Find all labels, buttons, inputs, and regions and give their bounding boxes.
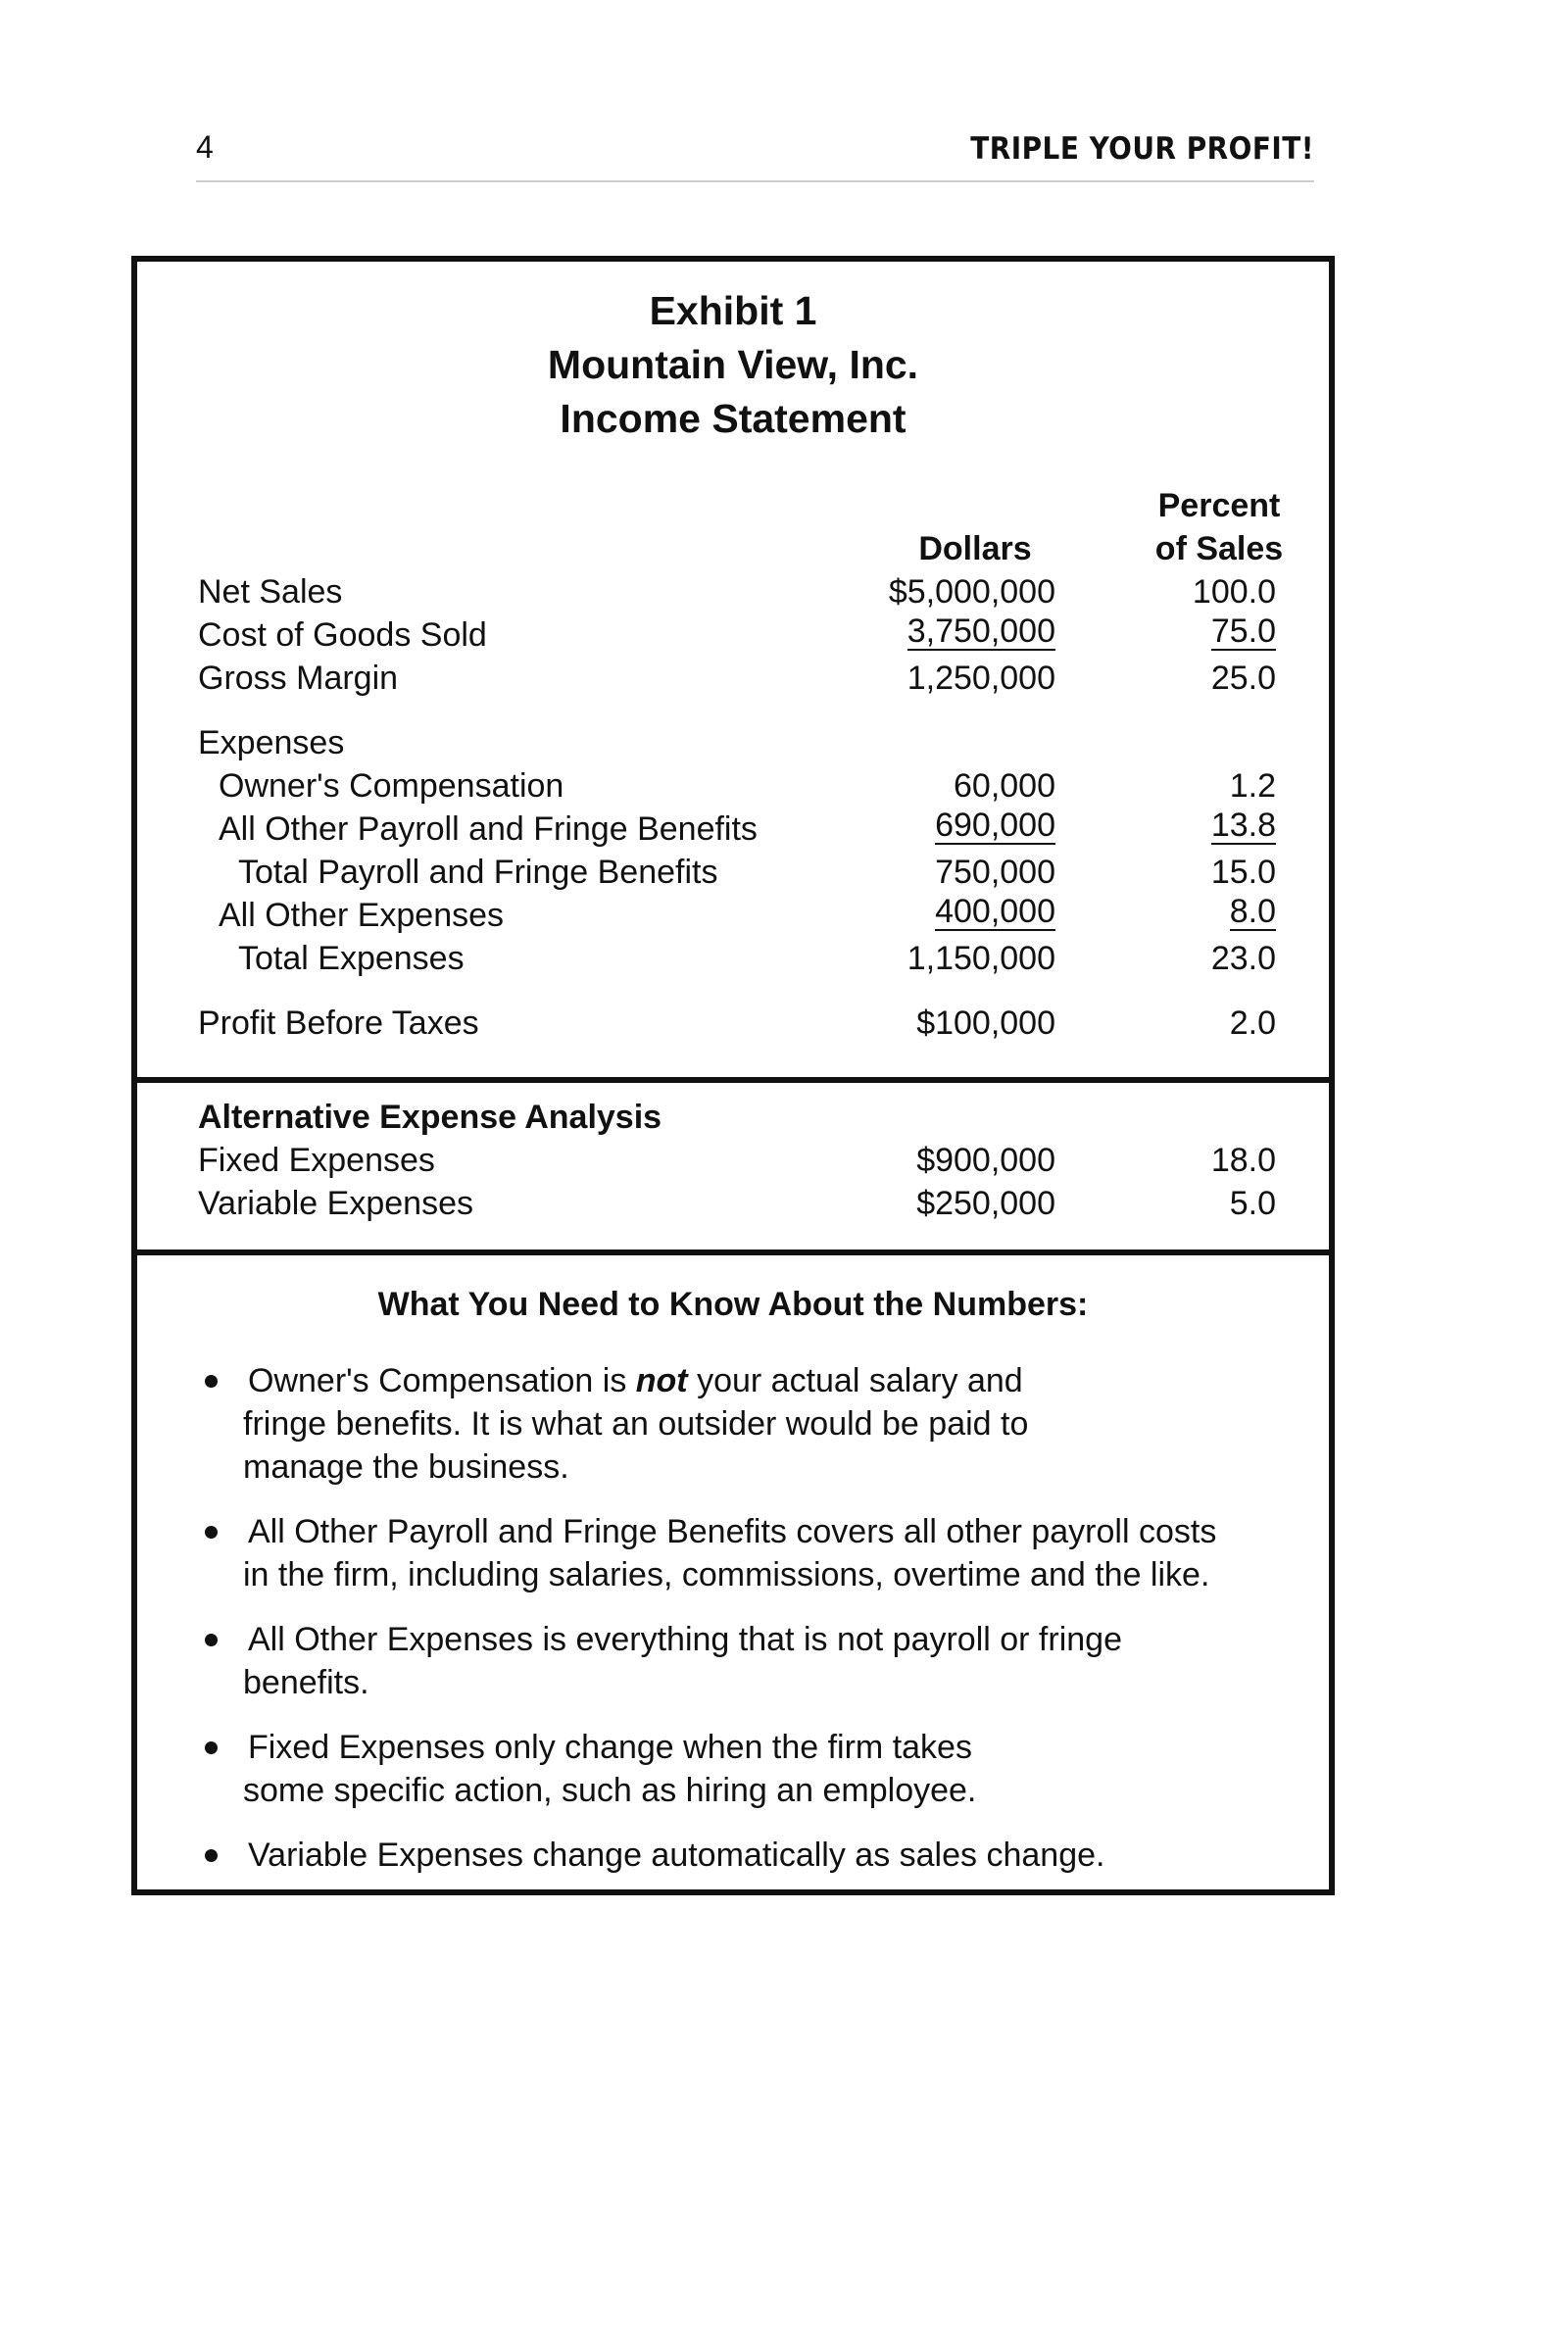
row-percent: 5.0 — [1229, 1185, 1276, 1222]
row-label: All Other Payroll and Fringe Benefits — [219, 810, 758, 848]
row-label: Owner's Compensation — [219, 767, 564, 805]
note-line: Fixed Expenses only change when the firm takes — [248, 1729, 972, 1766]
table-row — [137, 613, 1329, 657]
list-item — [243, 1510, 1282, 1596]
row-label: Cost of Goods Sold — [198, 616, 487, 654]
table-row — [137, 657, 1329, 700]
row-dollars: $250,000 — [916, 1185, 1055, 1222]
bullet-icon — [205, 1526, 218, 1539]
table-row — [137, 1002, 1329, 1045]
row-dollars: $100,000 — [916, 1004, 1055, 1042]
list-item — [243, 1726, 1282, 1812]
row-percent: 2.0 — [1229, 1004, 1276, 1042]
table-row — [137, 894, 1329, 937]
exhibit-box — [131, 256, 1335, 1895]
exhibit-number: Exhibit 1 — [649, 288, 817, 333]
bullet-icon — [205, 1741, 218, 1754]
row-dollars: 400,000 — [935, 893, 1055, 930]
note-line: manage the business. — [243, 1448, 569, 1486]
notes-section — [137, 1250, 1329, 1889]
table-row — [137, 721, 1329, 764]
note-line: fringe benefits. It is what an outsider would be paid to — [243, 1405, 1029, 1443]
percent-header-line1: Percent — [1157, 487, 1281, 524]
row-label: Expenses — [198, 724, 345, 761]
exhibit-title — [137, 284, 1329, 446]
row-dollars: 1,150,000 — [906, 940, 1055, 977]
row-dollars: 690,000 — [935, 807, 1055, 844]
note-line: in the firm, including salaries, commissions, overtime and the like. — [243, 1556, 1210, 1593]
table-row — [137, 851, 1329, 894]
note-text: your actual salary and — [687, 1362, 1023, 1399]
row-dollars: $5,000,000 — [888, 573, 1055, 611]
dollars-header: Dollars — [918, 530, 1032, 567]
row-label: Fixed Expenses — [198, 1142, 435, 1179]
row-percent: 23.0 — [1210, 940, 1276, 977]
row-label: Variable Expenses — [198, 1185, 473, 1222]
table-row — [137, 570, 1329, 613]
row-dollars: 3,750,000 — [906, 612, 1055, 650]
book-title: TRIPLE YOUR PROFIT! — [970, 131, 1314, 167]
row-percent: 25.0 — [1210, 660, 1276, 697]
note-line: benefits. — [243, 1664, 369, 1701]
alternative-title: Alternative Expense Analysis — [198, 1099, 662, 1136]
note-line: All Other Expenses is everything that is not payroll or fringe — [248, 1621, 1122, 1658]
alternative-analysis-section — [137, 1077, 1329, 1255]
page-header — [196, 125, 1314, 182]
row-percent: 15.0 — [1210, 854, 1276, 891]
company-name: Mountain View, Inc. — [547, 342, 919, 387]
list-item — [243, 1834, 1282, 1877]
table-row — [137, 764, 1329, 808]
note-text: Owner's Compensation is — [248, 1362, 636, 1399]
row-label: Net Sales — [198, 573, 343, 611]
row-percent: 1.2 — [1229, 767, 1276, 805]
row-dollars: 1,250,000 — [906, 660, 1055, 697]
notes-title: What You Need to Know About the Numbers: — [377, 1286, 1089, 1323]
bullet-icon — [205, 1634, 218, 1646]
note-line — [248, 1359, 1282, 1402]
bullet-icon — [205, 1375, 218, 1388]
row-label: Profit Before Taxes — [198, 1004, 479, 1042]
row-percent: 13.8 — [1210, 807, 1276, 844]
percent-header-line2: of Sales — [1154, 530, 1284, 567]
page-number: 4 — [196, 129, 214, 165]
list-item — [243, 1359, 1282, 1489]
row-label: All Other Expenses — [219, 897, 505, 934]
row-percent: 75.0 — [1210, 612, 1276, 650]
table-row — [137, 1182, 1329, 1225]
row-label: Total Payroll and Fringe Benefits — [238, 854, 718, 891]
row-percent: 100.0 — [1192, 573, 1276, 611]
row-label: Total Expenses — [238, 940, 465, 977]
statement-name: Income Statement — [560, 396, 906, 441]
note-line: Variable Expenses change automatically as sales change. — [248, 1837, 1105, 1874]
note-line: All Other Payroll and Fringe Benefits covers all other payroll costs — [248, 1513, 1217, 1550]
bullet-icon — [205, 1849, 218, 1862]
list-item — [243, 1618, 1282, 1704]
row-percent: 18.0 — [1210, 1142, 1276, 1179]
row-dollars: 60,000 — [954, 767, 1055, 805]
note-emphasis: not — [635, 1362, 688, 1399]
income-statement-section — [137, 262, 1329, 1077]
table-row — [137, 1139, 1329, 1182]
table-row — [137, 937, 1329, 980]
note-line: some specific action, such as hiring an employee. — [243, 1772, 977, 1809]
row-dollars: 750,000 — [935, 854, 1055, 891]
row-dollars: $900,000 — [916, 1142, 1055, 1179]
row-percent: 8.0 — [1229, 893, 1276, 930]
row-label: Gross Margin — [198, 660, 399, 697]
alternative-title-row — [137, 1096, 1329, 1139]
table-row — [137, 808, 1329, 851]
